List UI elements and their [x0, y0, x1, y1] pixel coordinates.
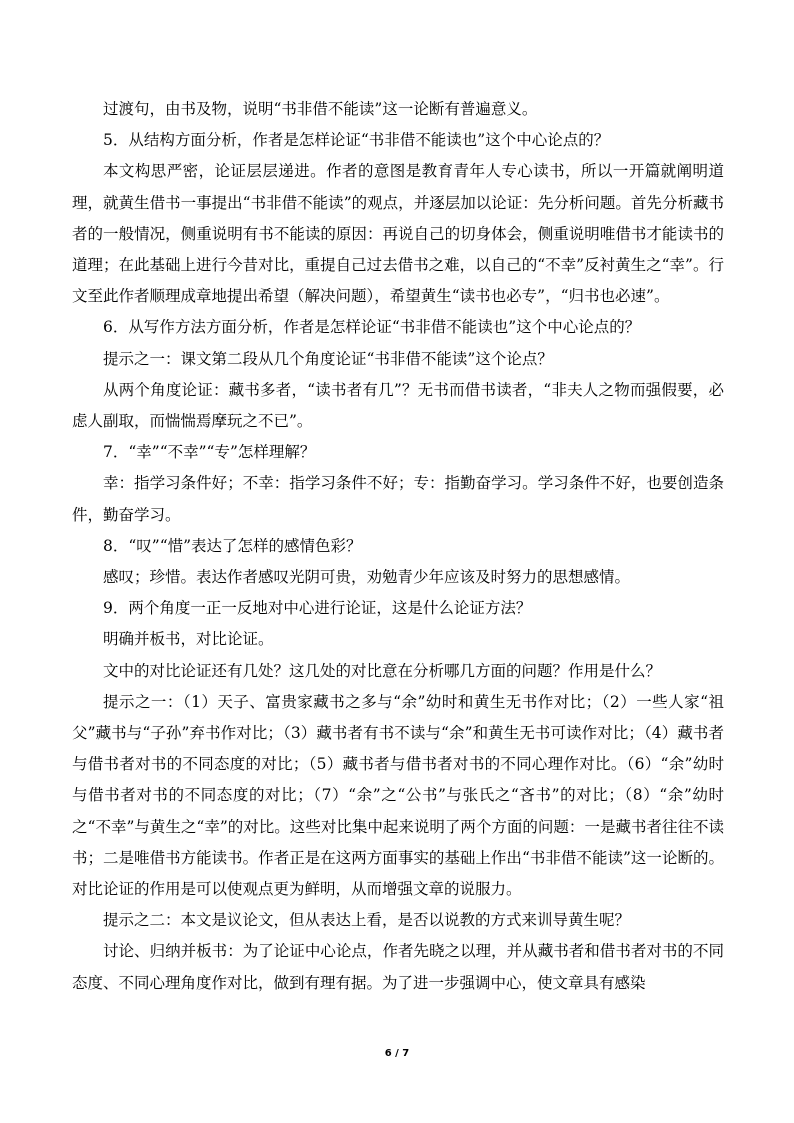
question-7: 7．“幸”“不幸”“专”怎样理解？ [103, 443, 316, 462]
hint-contrast-2: 提示之二：本文是议论文，但从表达上看，是否以说教的方式来训导黄生呢？ [103, 911, 631, 930]
paragraph-transition: 过渡句，由书及物，说明“书非借不能读”这一论断有普遍意义。 [103, 100, 538, 118]
answer-5: 本文构思严密，论证层层递进。作者的意图是教育青年人专心读书，所以一开篇就阐明道理，就黄生借书一事提出“书非借不能读”的观点，并逐层加以论证：先分析问题。首先分析藏书者的一般情况，侧重说明有书不能读的原因：再说自己的切身体会，侧重说明唯借书才能读书的道理；在此基础上进行今昔对比，重提自己过去借书之难，以自己的“不幸”反衬黄生之“幸”。行文至此作者顺理成章地提出希望（解决问题），希望黄生“读书也必专”，“归书也必速”。 [72, 162, 724, 306]
answer-6-1: 从两个角度论证：藏书多者，“读书者有几”？无书而借书读者，“非夫人之物而强假要，必虑人副取，而惴惴焉摩玩之不已”。 [72, 380, 724, 431]
question-6: 6．从写作方法方面分析，作者是怎样论证“书非借不能读也”这个中心论点的？ [103, 318, 641, 337]
question-9: 9．两个角度一正一反地对中心进行论证，这是什么论证方法？ [103, 599, 532, 618]
document-body [72, 94, 724, 999]
hint-contrast-1: 提示之一：（1）天子、富贵家藏书之多与“余”幼时和黄生无书作对比；（2）一些人家“祖父”藏书与“子孙”弃书作对比；（3）藏书者有书不读与“余”和黄生无书可读作对比；（4）藏书者与借书者对书的不同态度的对比；（5）藏书者与借书者对书的不同心理作对比。（6）“余”幼时与借书者对书的不同态度的对比；（7）“余”之“公书”与张氏之“吝书”的对比；（8）“余”幼时之“不幸”与黄生之“幸”的对比。这些对比集中起来说明了两个方面的问题：一是藏书者往往不读书；二是唯借书方能读书。作者正是在这两方面事实的基础上作出“书非借不能读”这一论断的。对比论证的作用是可以使观点更为鲜明，从而增强文章的说服力。 [72, 692, 724, 899]
question-contrast: 文中的对比论证还有几处？这几处的对比意在分析哪几方面的问题？作用是什么？ [103, 661, 662, 680]
answer-8: 感叹；珍惜。表达作者感叹光阴可贵，劝勉青少年应该及时努力的思想感情。 [103, 568, 631, 587]
answer-9: 明确并板书，对比论证。 [103, 630, 274, 649]
answer-7: 幸：指学习条件好；不幸：指学习条件不好；专：指勤奋学习。学习条件不好，也要创造条件，勤奋学习。 [72, 474, 724, 524]
page-number: 6 / 7 [384, 1048, 410, 1059]
question-5: 5．从结构方面分析，作者是怎样论证“书非借不能读也”这个中心论点的？ [103, 131, 610, 150]
discussion-summary: 讨论、归纳并板书：为了论证中心论点，作者先晓之以理，并从藏书者和借书者对书的不同态度、不同心理角度作对比，做到有理有据。为了进一步强调中心，使文章具有感染 [72, 942, 724, 992]
question-8: 8．“叹”“惜”表达了怎样的感情色彩？ [103, 536, 362, 555]
hint-6-1: 提示之一：课文第二段从几个角度论证“书非借不能读”这个论点？ [103, 349, 553, 368]
